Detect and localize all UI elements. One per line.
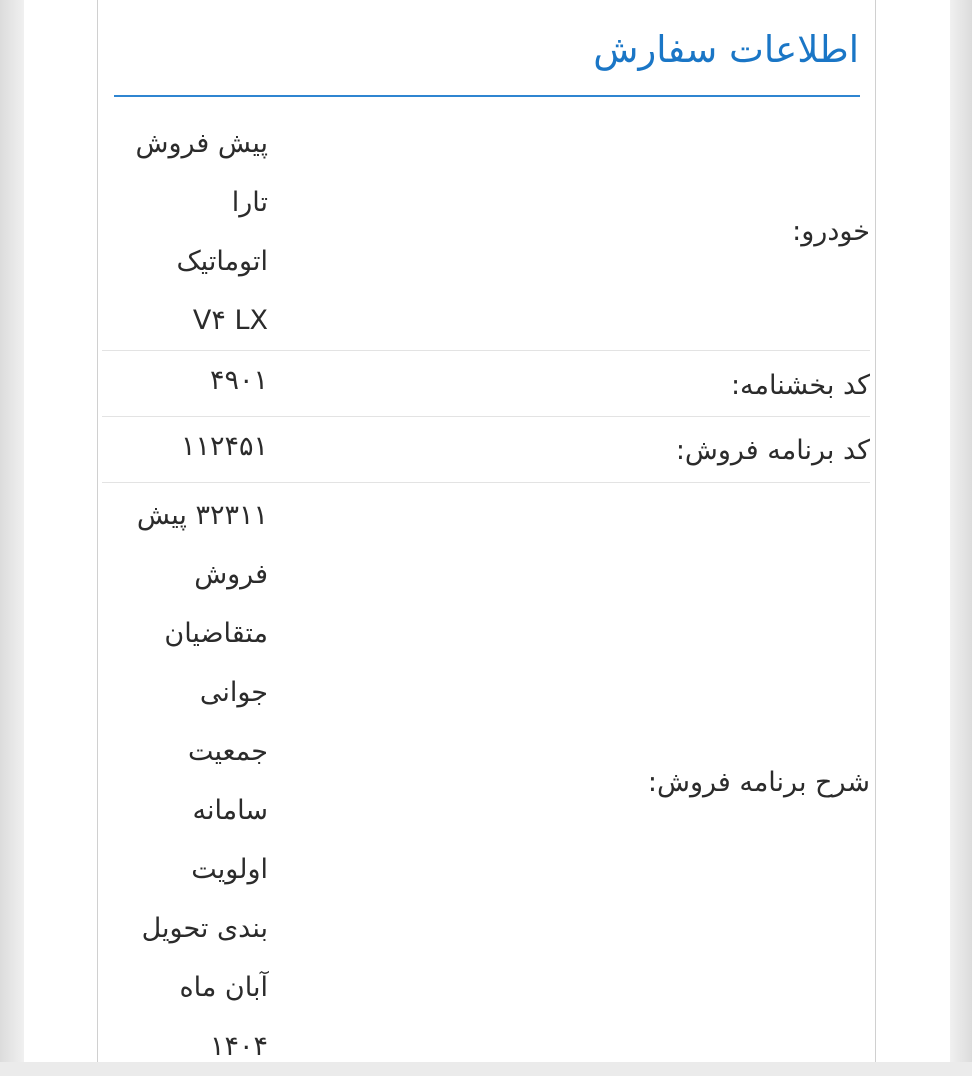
right-edge-shadow bbox=[950, 0, 972, 1062]
circular-code-value: ۴۹۰۱ bbox=[209, 365, 268, 396]
sales-plan-code-row bbox=[102, 417, 870, 482]
page-title: اطلاعات سفارش bbox=[593, 28, 859, 71]
description-line: ۳۲۳۱۱ پیش bbox=[136, 500, 268, 531]
vehicle-line: پیش فروش bbox=[135, 128, 268, 159]
left-edge-shadow bbox=[0, 0, 24, 1062]
description-line: اولویت bbox=[191, 854, 268, 885]
circular-code-label: کد بخشنامه: bbox=[730, 370, 870, 401]
vehicle-line: تارا bbox=[231, 187, 268, 218]
sales-plan-description-label: شرح برنامه فروش: bbox=[647, 767, 870, 798]
description-line: متقاضیان bbox=[164, 618, 268, 649]
description-line: فروش bbox=[194, 559, 268, 590]
sales-plan-description-row bbox=[102, 483, 870, 1062]
vehicle-line: V۴ LX bbox=[192, 305, 268, 336]
sales-plan-code-label: کد برنامه فروش: bbox=[675, 435, 870, 466]
description-line: بندی تحویل bbox=[141, 913, 268, 944]
description-line: سامانه bbox=[192, 795, 268, 826]
vehicle-line: اتوماتیک bbox=[176, 246, 268, 277]
sales-plan-code-value: ۱۱۲۴۵۱ bbox=[180, 431, 268, 462]
title-underline bbox=[114, 95, 860, 97]
sales-plan-description-value bbox=[108, 486, 268, 1076]
circular-code-row bbox=[102, 351, 870, 416]
vehicle-label: خودرو: bbox=[792, 216, 870, 247]
description-line: آبان ماه bbox=[179, 972, 268, 1003]
vehicle-row bbox=[102, 112, 870, 350]
description-line: ۱۴۰۴ bbox=[209, 1031, 268, 1062]
description-line: جوانی bbox=[199, 677, 268, 708]
vehicle-value bbox=[108, 114, 268, 350]
description-line: جمعیت bbox=[188, 736, 268, 767]
